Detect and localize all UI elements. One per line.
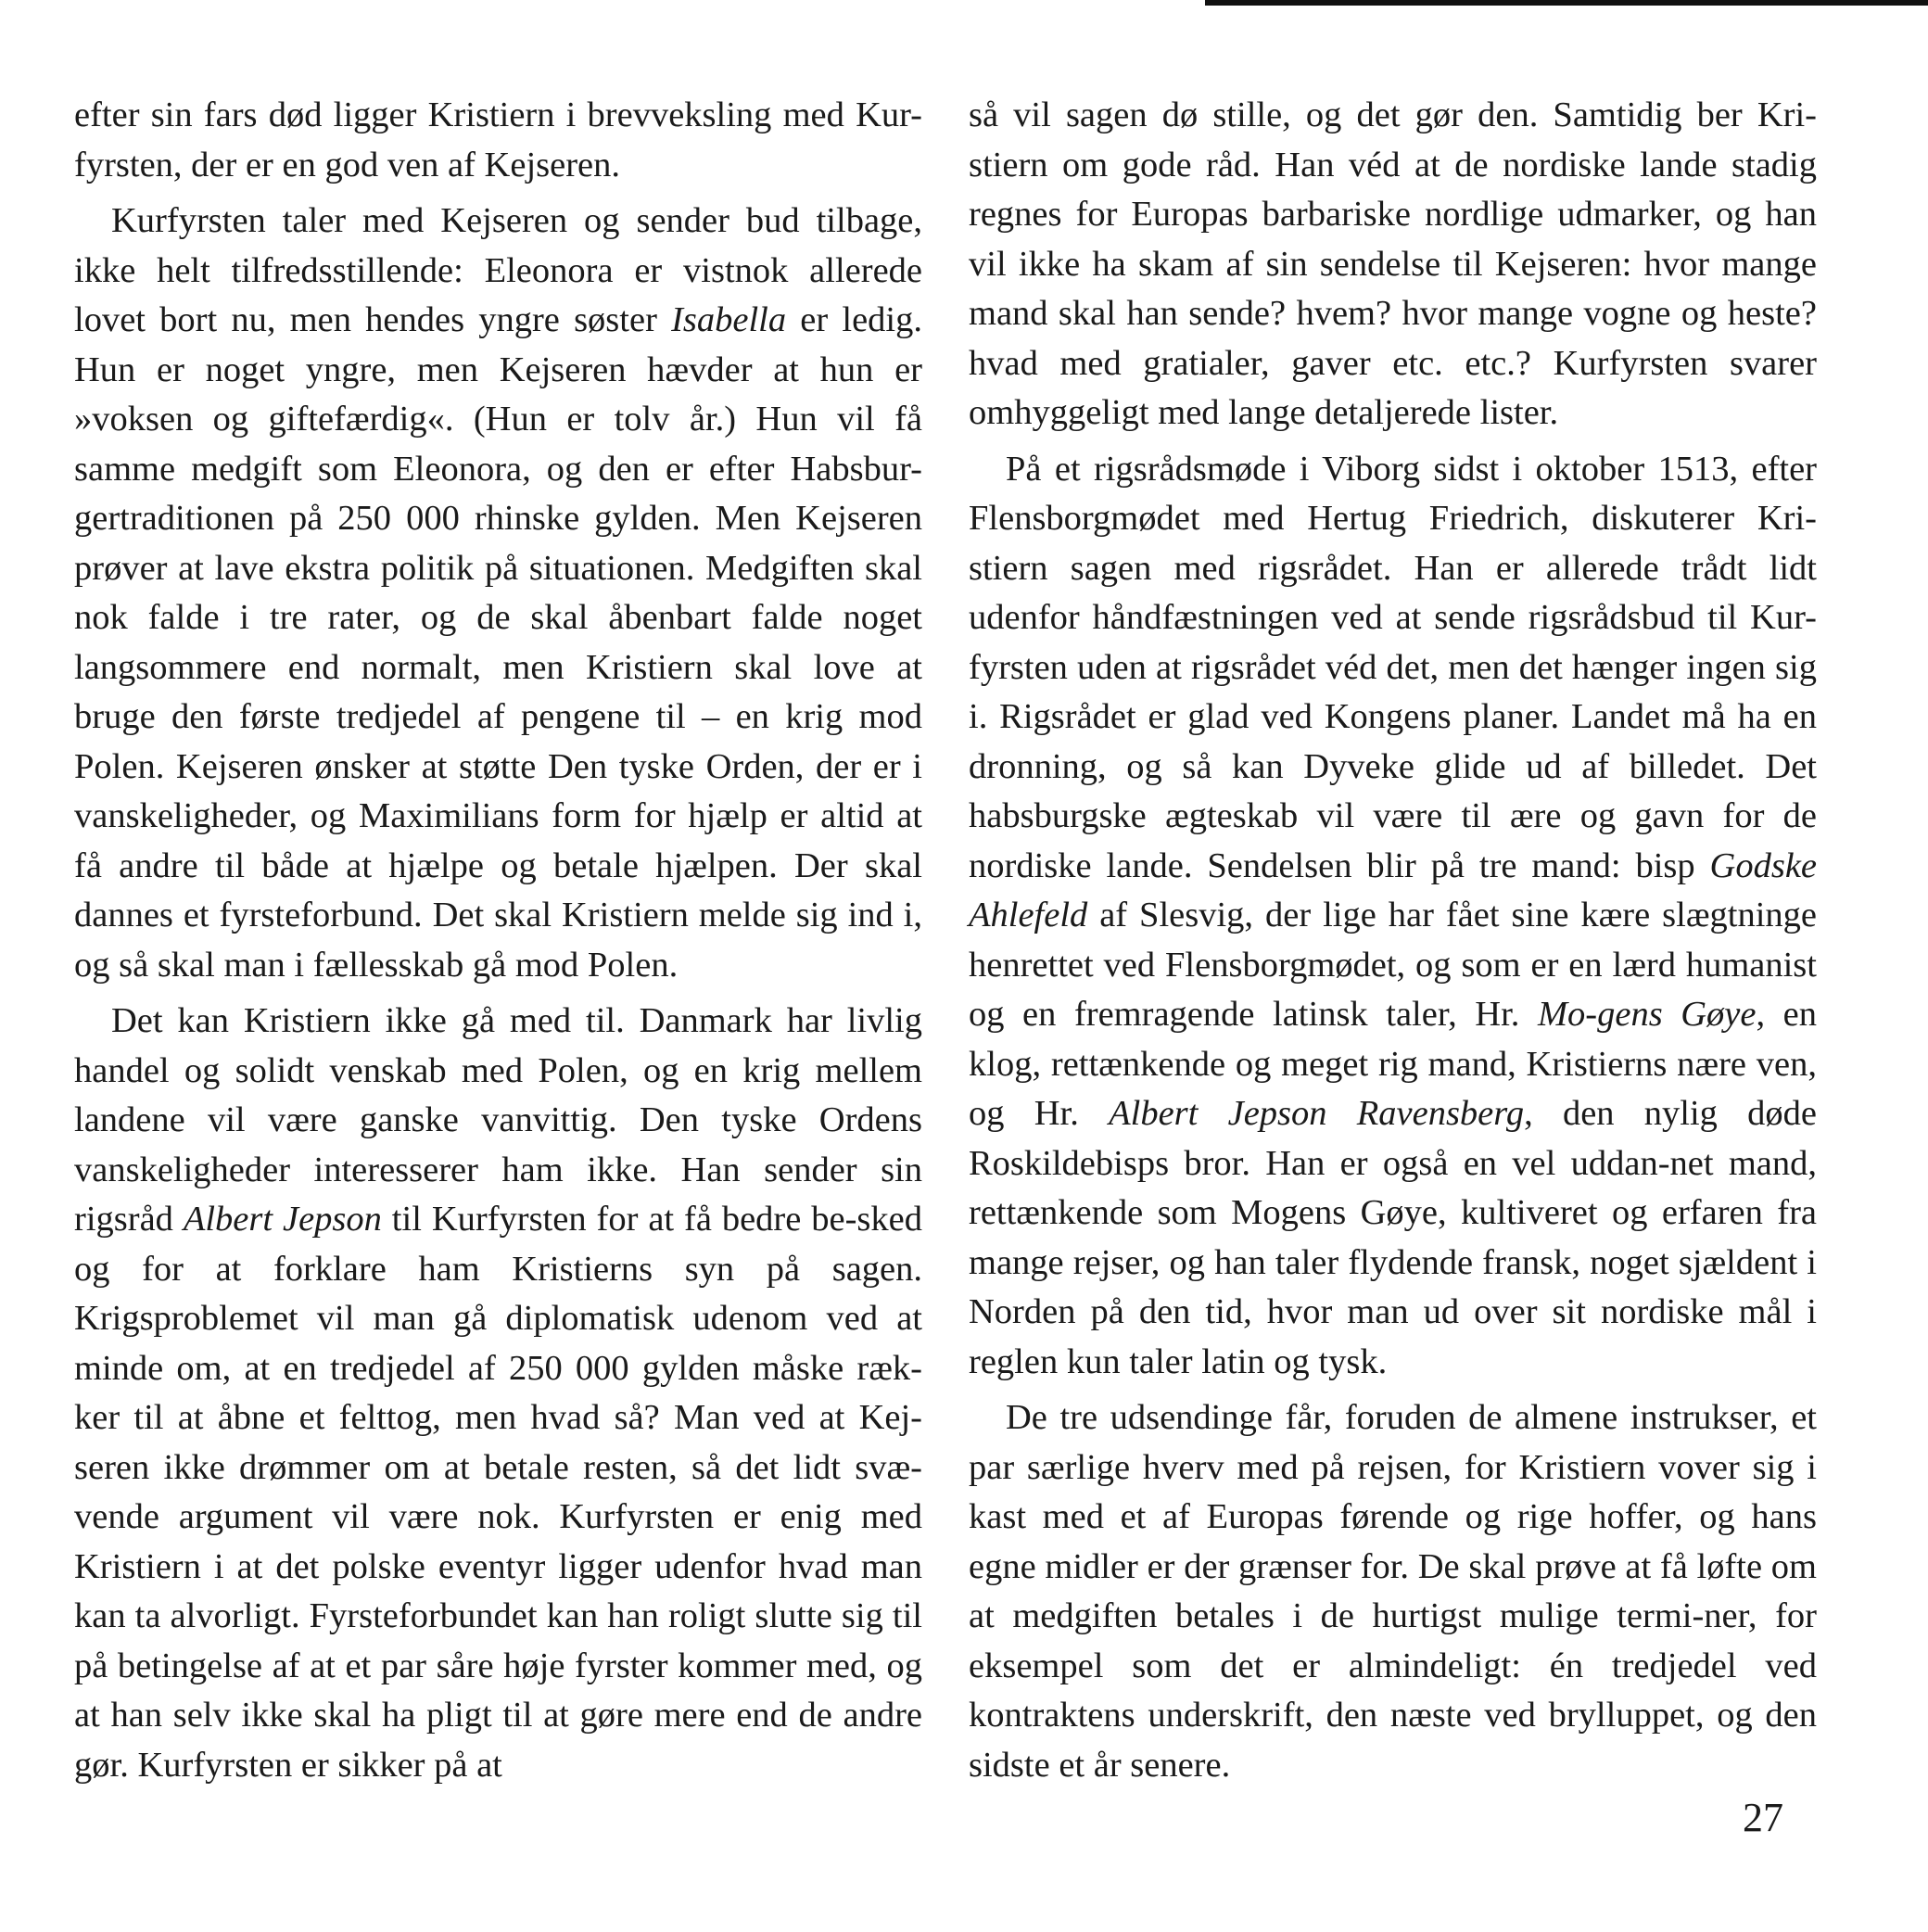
paragraph (969, 1393, 1817, 1790)
italic-name: Isabella (671, 300, 787, 339)
italic-name: Albert Jepson Ravensberg (1109, 1094, 1525, 1133)
top-edge-rule (1205, 0, 1928, 6)
text-run: af Slesvig, der lige har fået sine kære slægtninge henrettet ved Flensborgmødet, og som er en lærd humanist og en fremragende latinsk taler, Hr. (969, 896, 1817, 1034)
text-run: Det kan Kristiern ikke gå med til. Danmark har livlig handel og solidt venskab med Polen, og en krig mellem landene vil være ganske vanvittig. Den tyske Ordens vanskeligheder interesserer ham ikke. Han sender sin rigsråd (74, 1001, 922, 1239)
text-run: så vil sagen dø stille, og det gør den. Samtidig ber Kri-stiern om gode råd. Han véd at de nordiske lande stadig regnes for Europas barbariske nordlige udmarker, og han vil ikke ha skam af sin sendelse til Kejseren: hvor mange mand skal han sende? hvem? hvor mange vogne og heste? hvad med gratialer, gaver etc. etc.? Kurfyrsten svarer omhyggeligt med lange detaljerede lister. (969, 95, 1817, 432)
italic-name: Albert Jepson (183, 1200, 382, 1239)
text-run: efter sin fars død ligger Kristiern i brevveksling med Kur-fyrsten, der er en god ven af Kejseren. (74, 95, 922, 184)
paragraph (74, 91, 922, 190)
text-run: , den nylig døde Roskildebisps bror. Han er også en vel uddan-net mand, rettænkende som Mogens Gøye, kultiveret og erfaren fra mange rejser, og han taler flydende fransk, noget sjældent i Norden på den tid, hvor man ud over sit nordiske mål i reglen kun taler latin og tysk. (969, 1094, 1818, 1381)
paragraph (969, 91, 1817, 439)
paragraph (74, 997, 922, 1790)
page-number: 27 (1743, 1795, 1783, 1840)
text-run: er ledig. Hun er noget yngre, men Kejseren hævder at hun er »voksen og giftefærdig«. (Hun er tolv år.) Hun vil få samme medgift som Eleonora, og den er efter Habsbur-gertraditionen på 250 000 rhinske gylden. Men Kejseren prøver at lave ekstra politik på situationen. Medgiften skal nok falde i tre rater, og de skal åbenbart falde noget langsommere end normalt, men Kristiern skal love at bruge den første tredjedel af pengene til – en krig mod Polen. Kejseren ønsker at støtte Den tyske Orden, der er i vanskeligheder, og Maximilians form for hjælp er altid at få andre til både at hjælpe og betale hjælpen. Der skal dannes et fyrsteforbund. Det skal Kristiern melde sig ind i, og så skal man i fællesskab gå mod Polen. (74, 300, 923, 985)
left-text-column (74, 91, 922, 1797)
text-run: På et rigsrådsmøde i Viborg sidst i oktober 1513, efter Flensborgmødet med Hertug Friedrich, diskuterer Kri-stiern sagen med rigsrådet. Han er allerede trådt lidt udenfor håndfæstningen ved at sende rigsrådsbud til Kur-fyrsten uden at rigsrådet véd det, men det hænger ingen sig i. Rigsrådet er glad ved Kongens planer. Landet må ha en dronning, og så kan Dyveke glide ud af billedet. Det habsburgske ægteskab vil være til ære og gavn for de nordiske lande. Sendelsen blir på tre mand: bisp (969, 449, 1817, 885)
text-run: , en klog, rettænkende og meget rig mand, Kristierns nære ven, og Hr. (969, 995, 1818, 1133)
italic-name: Mo-gens Gøye (1537, 995, 1757, 1034)
text-run: til Kurfyrsten for at få bedre be-sked og for at forklare ham Kristierns syn på sagen. Krigsproblemet vil man gå diplomatisk udenom ved at minde om, at en tredjedel af 250 000 gylden måske ræk-ker til at åbne et felttog, men hvad så? Man ved at Kej-seren ikke drømmer om at betale resten, så det lidt svæ-vende argument vil være nok. Kurfyrsten er enig med Kristiern i at det polske eventyr ligger udenfor hvad man kan ta alvorligt. Fyrsteforbundet kan han roligt slutte sig til på betingelse af at et par såre høje fyrster kommer med, og at han selv ikke skal ha pligt til at gøre mere end de andre gør. Kurfyrsten er sikker på at (74, 1200, 922, 1785)
paragraph (969, 445, 1817, 1388)
italic-name: Godske Ahlefeld (969, 845, 1817, 934)
text-run: De tre udsendinge får, foruden de almene instrukser, et par særlige hverv med på rejsen, for Kristiern vover sig i kast med et af Europas førende og rige hoffer, og hans egne midler er der grænser for. De skal prøve at få løfte om at medgiften betales i de hurtigst mulige termi-ner, for eksempel som det er almindeligt: én tredjedel ved kontraktens underskrift, den næste ved brylluppet, og den sidste et år senere. (969, 1398, 1817, 1785)
right-text-column (969, 91, 1817, 1797)
paragraph (74, 197, 922, 990)
text-run: Kurfyrsten taler med Kejseren og sender bud tilbage, ikke helt tilfredsstillende: Eleonora er vistnok allerede lovet bort nu, men hendes yngre søster (74, 201, 922, 339)
